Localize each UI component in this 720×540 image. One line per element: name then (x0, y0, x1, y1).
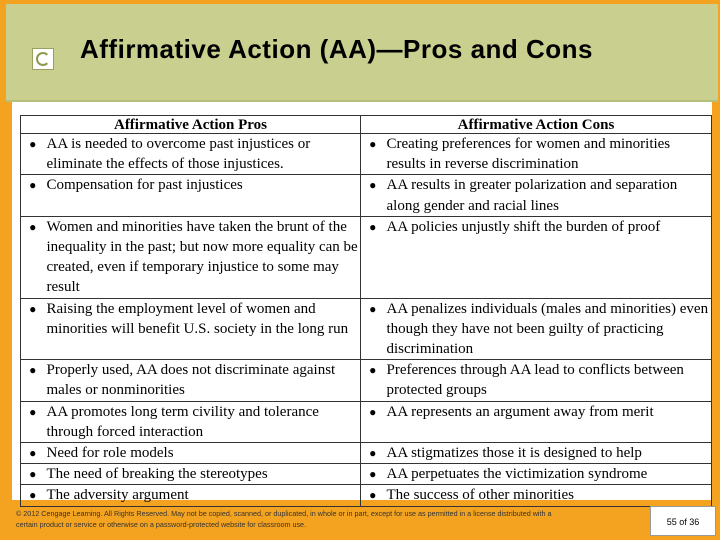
cons-header: Affirmative Action Cons (361, 116, 712, 134)
table-row (21, 175, 712, 216)
con-bullet-icon: ● (361, 298, 385, 360)
pros-header: Affirmative Action Pros (21, 116, 361, 134)
con-text: AA results in greater polarization and separation along gender and racial lines (385, 175, 712, 216)
slide-bullet-icon (32, 48, 54, 70)
con-bullet-icon: ● (361, 175, 385, 216)
table-row (21, 216, 712, 298)
con-bullet-icon: ● (361, 443, 385, 464)
con-bullet-icon: ● (361, 464, 385, 485)
pro-text: Compensation for past injustices (45, 175, 361, 216)
pro-bullet-icon: ● (21, 216, 45, 298)
pro-text: The adversity argument (45, 485, 361, 506)
con-text: Preferences through AA lead to conflicts between protected groups (385, 360, 712, 401)
pro-bullet-icon: ● (21, 401, 45, 442)
pro-text: Properly used, AA does not discriminate against males or nonminorities (45, 360, 361, 401)
slide-header (6, 4, 718, 102)
con-text: Creating preferences for women and minorities results in reverse discrimination (385, 134, 712, 175)
pro-bullet-icon: ● (21, 360, 45, 401)
copyright-notice: © 2012 Cengage Learning. All Rights Reserved. May not be copied, scanned, or duplicated, in whole or in part, except for use as permitted in a license distributed with a certain product or service or otherwise on a password-protected website for classroom use. (16, 509, 552, 529)
bullet-arc (36, 52, 50, 66)
pro-text: Women and minorities have taken the brunt of the inequality in the past; but now more equality can be created, even if temporary injustice to some may result (45, 216, 361, 298)
pro-bullet-icon: ● (21, 134, 45, 175)
pro-bullet-icon: ● (21, 464, 45, 485)
table-row (21, 401, 712, 442)
table-row (21, 134, 712, 175)
con-text: AA policies unjustly shift the burden of proof (385, 216, 712, 298)
pro-bullet-icon: ● (21, 485, 45, 506)
con-text: AA perpetuates the victimization syndrome (385, 464, 712, 485)
con-bullet-icon: ● (361, 216, 385, 298)
con-text: The success of other minorities (385, 485, 712, 506)
page-number: 55 of 36 (650, 506, 716, 536)
con-bullet-icon: ● (361, 360, 385, 401)
pro-bullet-icon: ● (21, 443, 45, 464)
slide-title: Affirmative Action (AA)—Pros and Cons (80, 34, 594, 64)
pros-cons-table (20, 115, 712, 507)
table-row (21, 464, 712, 485)
table-row (21, 443, 712, 464)
pro-text: AA promotes long term civility and tolerance through forced interaction (45, 401, 361, 442)
table-body (21, 134, 712, 507)
pro-bullet-icon: ● (21, 298, 45, 360)
content-area (12, 102, 712, 504)
pro-text: The need of breaking the stereotypes (45, 464, 361, 485)
con-bullet-icon: ● (361, 485, 385, 506)
pro-text: AA is needed to overcome past injustices or eliminate the effects of those injustices. (45, 134, 361, 175)
con-bullet-icon: ● (361, 401, 385, 442)
con-bullet-icon: ● (361, 134, 385, 175)
con-text: AA represents an argument away from merit (385, 401, 712, 442)
table-row (21, 360, 712, 401)
pro-text: Raising the employment level of women and minorities will benefit U.S. society in the long run (45, 298, 361, 360)
pro-text: Need for role models (45, 443, 361, 464)
pro-bullet-icon: ● (21, 175, 45, 216)
table-row (21, 298, 712, 360)
con-text: AA stigmatizes those it is designed to help (385, 443, 712, 464)
table-header-row (21, 116, 712, 134)
table-row (21, 485, 712, 506)
con-text: AA penalizes individuals (males and minorities) even though they have not been guilty of practicing discrimination (385, 298, 712, 360)
